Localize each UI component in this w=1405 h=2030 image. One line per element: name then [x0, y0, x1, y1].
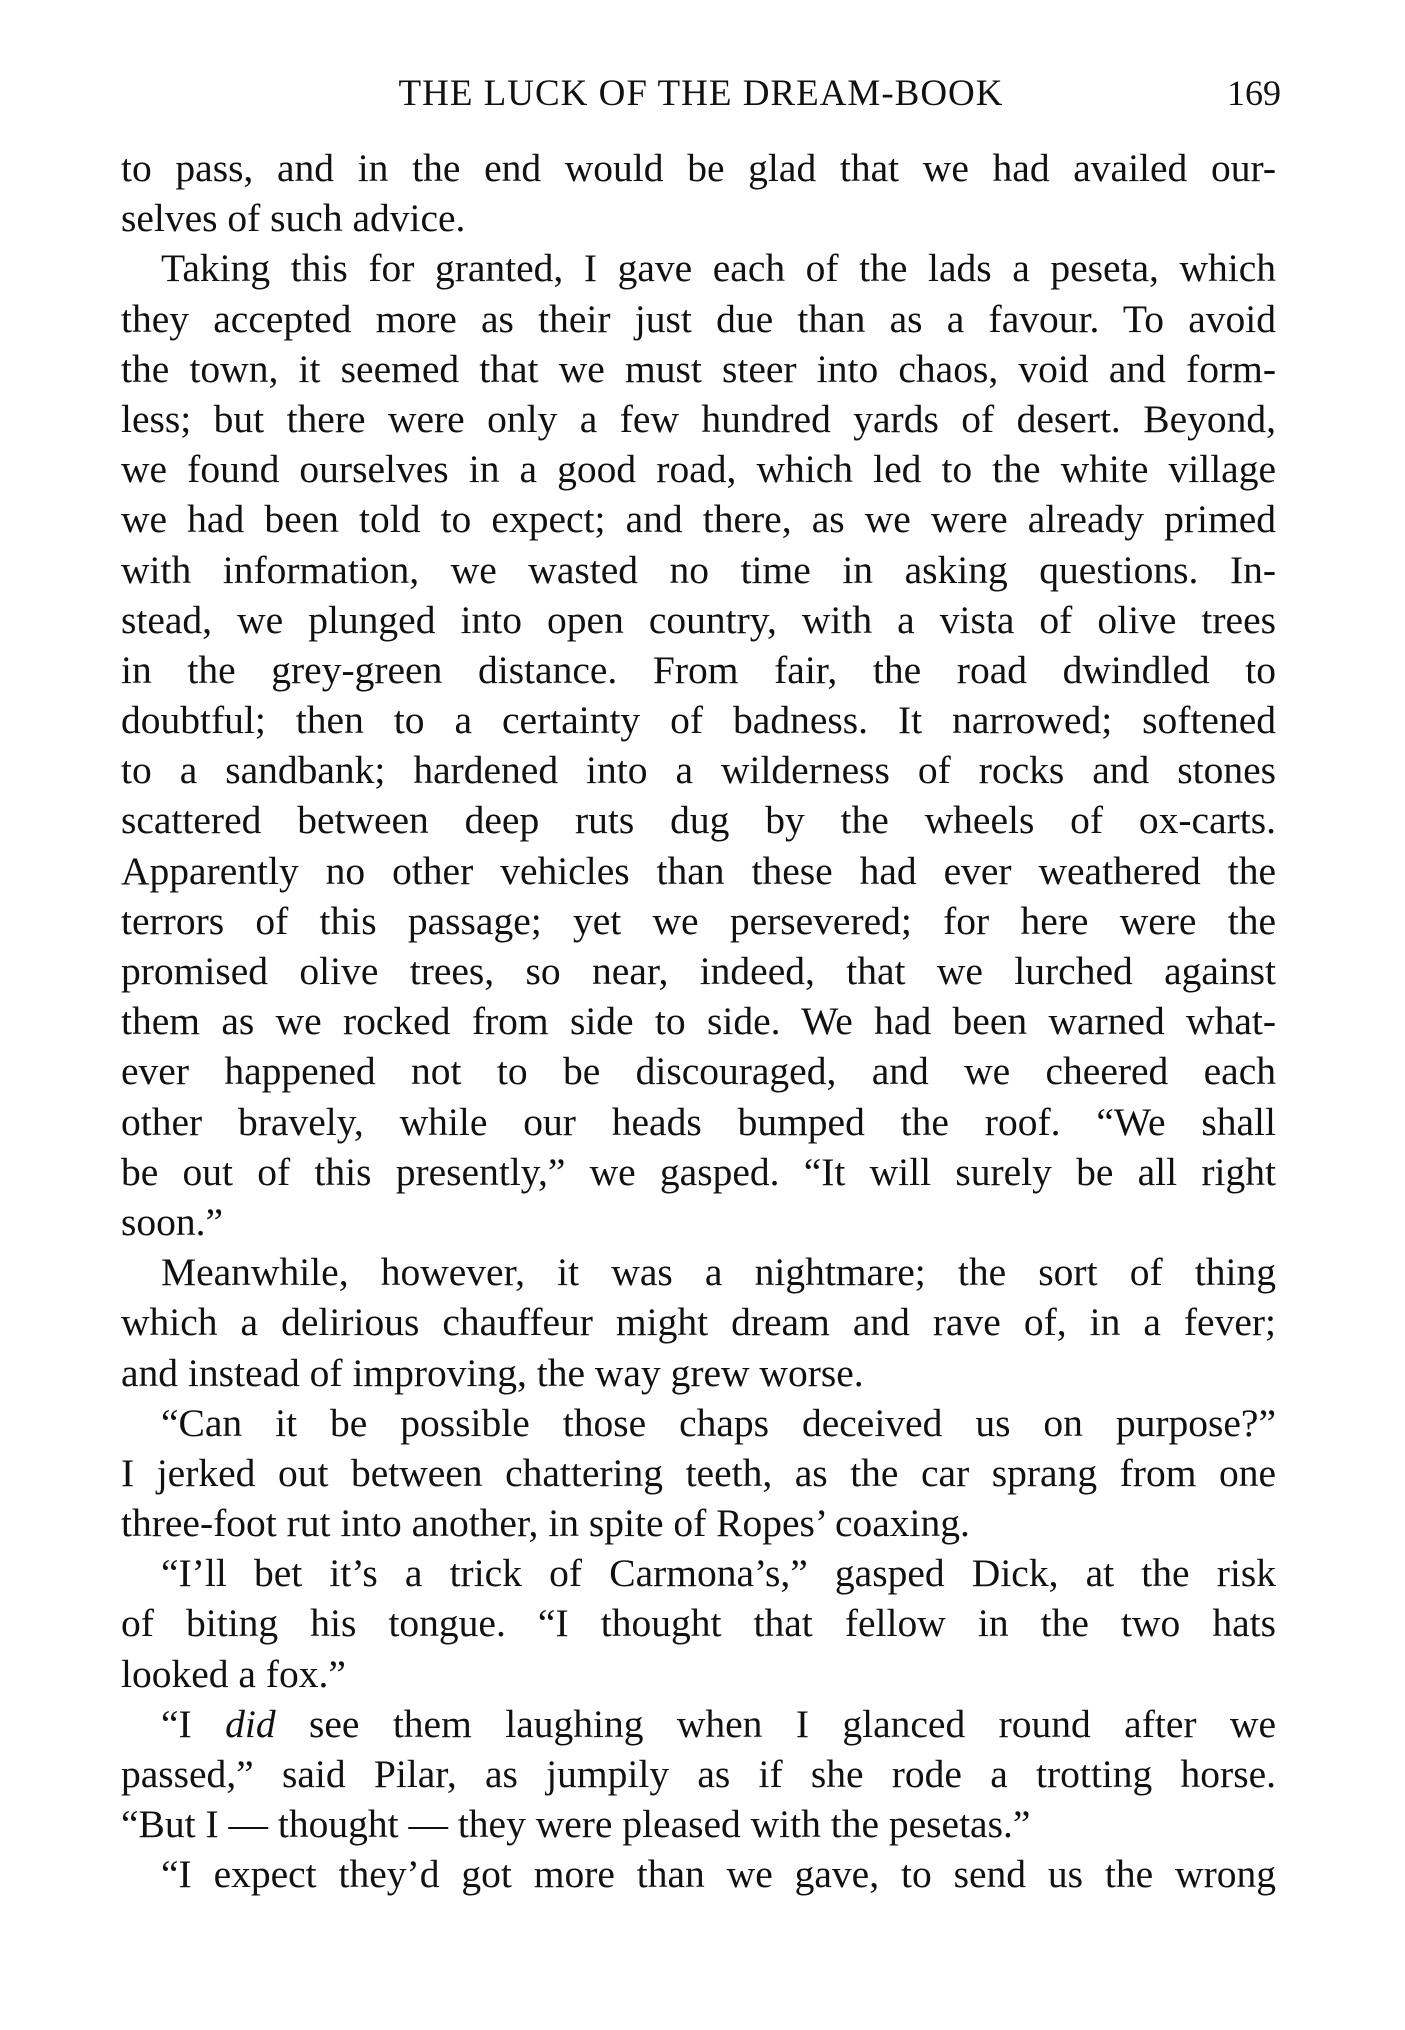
text-line	[121, 143, 1276, 193]
text-segment: three-foot rut into another, in spite of Ropes’ coaxing.	[121, 1501, 970, 1546]
text-segment: which a delirious chauffeur might dream and rave of, in a fever;	[121, 1300, 1276, 1345]
text-line	[121, 645, 1276, 695]
text-line	[121, 494, 1276, 544]
text-segment: we found ourselves in a good road, which led to the white village	[121, 447, 1276, 492]
text-line	[121, 444, 1276, 494]
text-segment: “I expect they’d got more than we gave, to send us the wrong	[161, 1852, 1276, 1897]
text-line	[121, 595, 1276, 645]
text-segment: be out of this presently,” we gasped. “It will surely be all right	[121, 1149, 1276, 1194]
text-segment: doubtful; then to a certainty of badness. It narrowed; softened	[121, 698, 1276, 743]
text-segment: passed,” said Pilar, as jumpily as if she rode a trotting horse.	[121, 1752, 1276, 1796]
text-line	[121, 1598, 1276, 1648]
text-line	[121, 1849, 1276, 1899]
text-segment: the town, it seemed that we must steer into chaos, void and form-	[121, 346, 1276, 391]
text-segment: Meanwhile, however, it was a nightmare; the sort of thing	[161, 1250, 1276, 1295]
text-line	[121, 243, 1276, 293]
text-line	[121, 545, 1276, 595]
text-line	[121, 294, 1276, 344]
text-line	[121, 1498, 1276, 1548]
text-line	[121, 1046, 1276, 1096]
text-line	[121, 1097, 1276, 1147]
text-segment: “I	[161, 1701, 226, 1746]
text-segment: terrors of this passage; yet we persevered; for here were the	[121, 898, 1276, 943]
text-segment: Taking this for granted, I gave each of the lads a peseta, which	[161, 246, 1276, 291]
text-segment: promised olive trees, so near, indeed, that we lurched against	[121, 949, 1276, 993]
text-segment: to a sandbank; hardened into a wilderness of rocks and stones	[121, 748, 1276, 793]
text-line	[121, 1398, 1276, 1448]
text-segment: with information, we wasted no time in asking questions. In-	[121, 547, 1276, 592]
text-line	[121, 846, 1276, 896]
text-line	[121, 1548, 1276, 1598]
text-segment: soon.”	[121, 1199, 224, 1244]
text-line	[121, 1749, 1276, 1799]
page-number: 169	[1227, 73, 1281, 113]
text-line	[121, 1649, 1276, 1699]
text-segment: scattered between deep ruts dug by the wheels of ox-carts.	[121, 798, 1276, 843]
text-segment: stead, we plunged into open country, with a vista of olive trees	[121, 597, 1276, 642]
text-line	[121, 996, 1276, 1046]
text-line	[121, 896, 1276, 946]
text-line	[121, 745, 1276, 795]
text-line	[121, 1147, 1276, 1197]
text-segment: “I’ll bet it’s a trick of Carmona’s,” gasped Dick, at the risk	[161, 1551, 1276, 1596]
text-segment: other bravely, while our heads bumped the roof. “We shall	[121, 1099, 1276, 1144]
text-segment: see them laughing when I glanced round after we	[275, 1701, 1276, 1746]
text-line	[121, 344, 1276, 394]
page-header	[121, 72, 1281, 122]
text-line	[121, 1799, 1276, 1849]
text-segment: I jerked out between chattering teeth, as the car sprang from one	[121, 1450, 1276, 1495]
text-segment: Apparently no other vehicles than these had ever weathered the	[121, 848, 1276, 893]
text-line	[121, 795, 1276, 845]
italic-text: did	[225, 1701, 276, 1746]
text-line	[121, 946, 1276, 996]
body-text	[121, 143, 1276, 1900]
text-line	[121, 1297, 1276, 1347]
text-segment: them as we rocked from side to side. We had been warned what-	[121, 999, 1276, 1044]
text-segment: of biting his tongue. “I thought that fellow in the two hats	[121, 1601, 1276, 1646]
text-line	[121, 1348, 1276, 1398]
text-segment: ever happened not to be discouraged, and we cheered each	[121, 1049, 1276, 1094]
text-segment: looked a fox.”	[121, 1651, 346, 1696]
running-title: THE LUCK OF THE DREAM-BOOK	[398, 73, 1004, 114]
text-segment: to pass, and in the end would be glad that we had availed our-	[121, 146, 1276, 190]
text-line	[121, 1699, 1276, 1749]
text-segment: “But I — thought — they were pleased with the pesetas.”	[121, 1802, 1031, 1847]
text-line	[121, 1448, 1276, 1498]
text-segment: less; but there were only a few hundred yards of desert. Beyond,	[121, 396, 1276, 441]
text-segment: in the grey-green distance. From fair, the road dwindled to	[121, 647, 1276, 692]
text-segment: they accepted more as their just due than as a favour. To avoid	[121, 296, 1276, 341]
text-line	[121, 1197, 1276, 1247]
text-segment: selves of such advice.	[121, 196, 466, 241]
text-line	[121, 1247, 1276, 1297]
text-line	[121, 695, 1276, 745]
text-segment: and instead of improving, the way grew worse.	[121, 1350, 864, 1395]
text-line	[121, 193, 1276, 243]
text-segment: “Can it be possible those chaps deceived us on purpose?”	[161, 1400, 1276, 1445]
text-segment: we had been told to expect; and there, as we were already primed	[121, 497, 1276, 542]
text-line	[121, 394, 1276, 444]
